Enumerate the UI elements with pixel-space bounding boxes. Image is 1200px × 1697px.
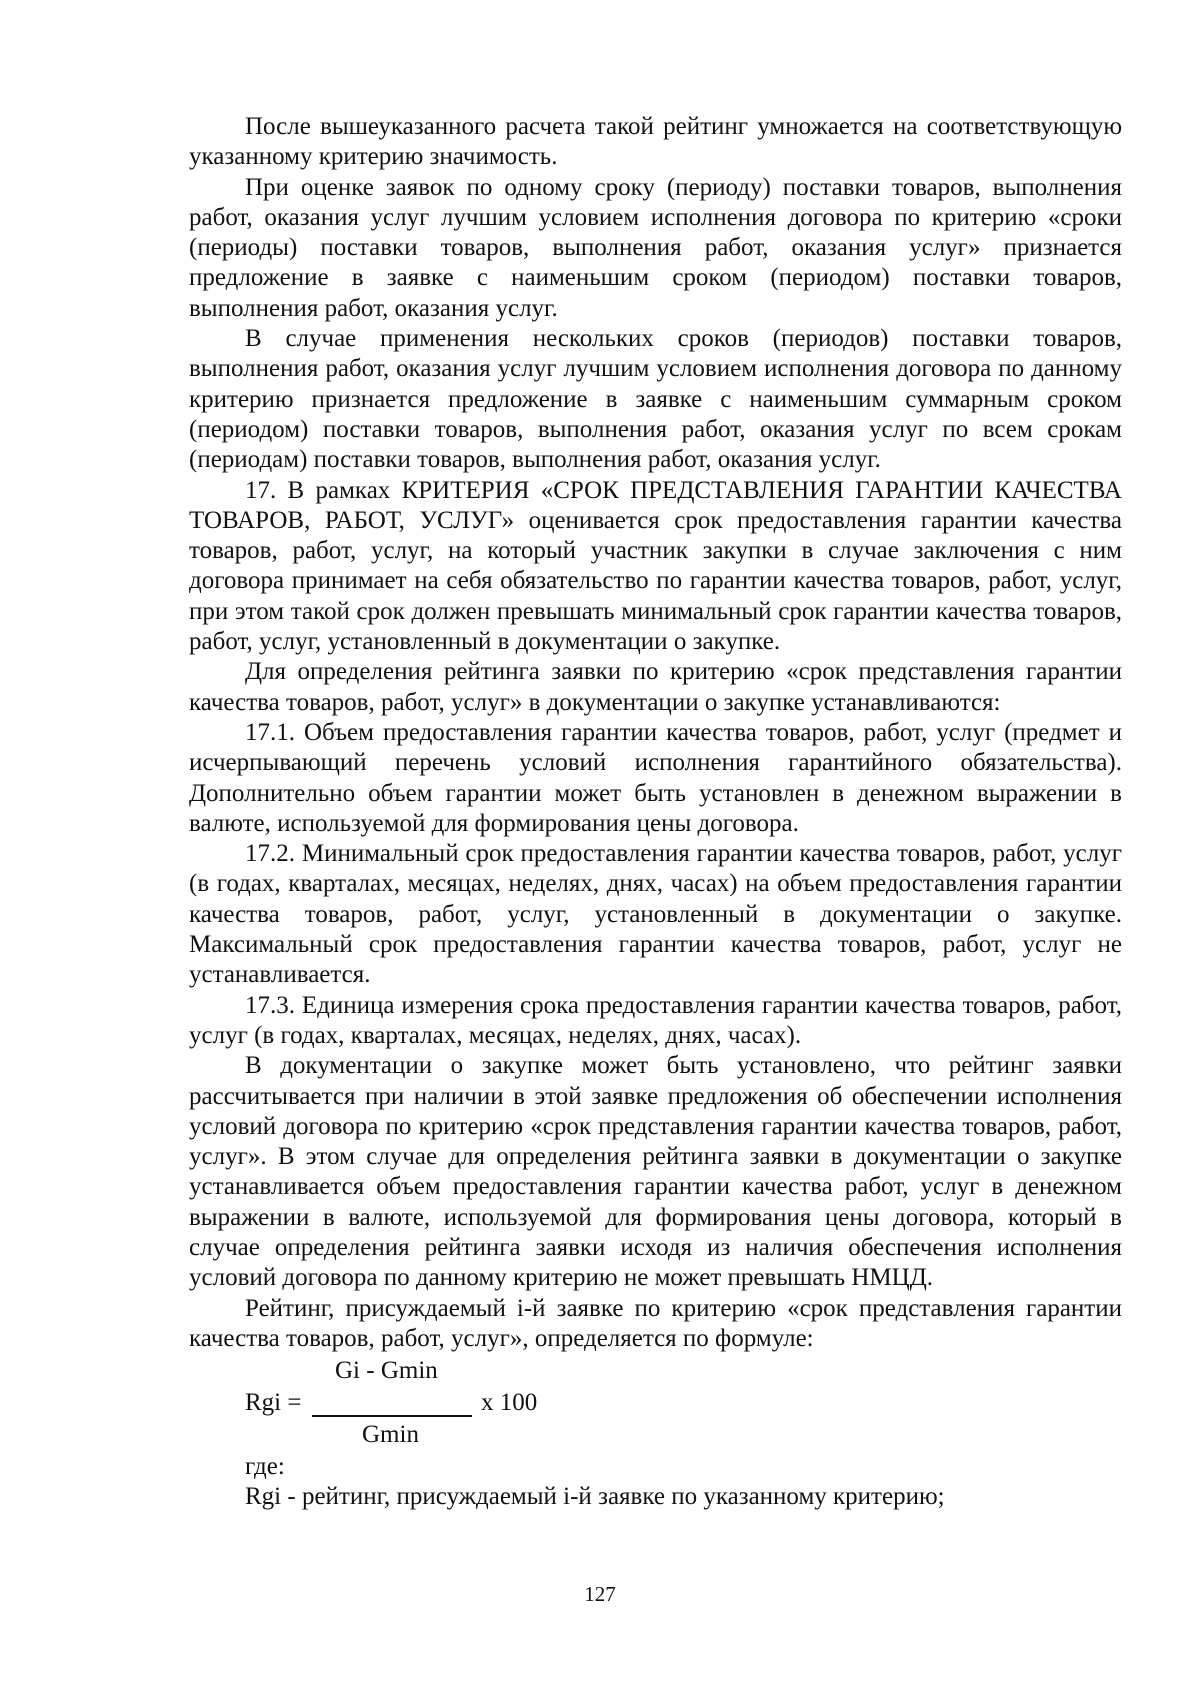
formula-fraction-bar <box>312 1415 472 1417</box>
paragraph-rating-multiplied: После вышеуказанного расчета такой рейтинг умножается на соответствующую указанному критерию значимость. <box>189 113 1122 171</box>
formula-multiplier: x 100 <box>481 1389 538 1417</box>
formula-numerator: Gi - Gmin <box>335 1357 438 1385</box>
paragraph-17-1: 17.1. Объем предоставления гарантии качества товаров, работ, услуг (предмет и исчерпывающий перечень условий исполнения гарантийного обязательства). Дополнительно объем гарантии может быть установлен в денежном выражении в валюте, используемой для формирования цены договора. <box>189 718 1122 837</box>
paragraph-17-3: 17.3. Единица измерения срока предоставления гарантии качества товаров, работ, услуг (в годах, кварталах, месяцах, неделях, днях, часах). <box>189 991 1122 1049</box>
formula-lhs: Rgi = <box>245 1389 302 1417</box>
definition-rgi: Rgi - рейтинг, присуждаемый i-й заявке по указанному критерию; <box>245 1483 945 1511</box>
paragraph-criterion-17: 17. В рамках КРИТЕРИЯ «СРОК ПРЕДСТАВЛЕНИЯ ГАРАНТИИ КАЧЕСТВА ТОВАРОВ, РАБОТ, УСЛУГ» оценивается срок предоставления гарантии качества товаров, работ, услуг, на который участник закупки в случае заключения с ним договора принимает на себя обязательство по гарантии качества товаров, работ, услуг, при этом такой срок должен превышать минимальный срок гарантии качества товаров, работ, услуг, установленный в документации о закупке. <box>189 476 1122 656</box>
paragraph-rating-determination: Для определения рейтинга заявки по критерию «срок представления гарантии качества товаров, работ, услуг» в документации о закупке устанавливаются: <box>189 658 1122 716</box>
paragraph-formula-intro: Рейтинг, присуждаемый i-й заявке по критерию «срок представления гарантии качества товаров, работ, услуг», определяется по формуле: <box>189 1294 1122 1352</box>
rating-formula <box>189 1356 1122 1452</box>
formula-denominator: Gmin <box>362 1421 419 1449</box>
paragraph-multiple-periods: В случае применения нескольких сроков (периодов) поставки товаров, выполнения работ, оказания услуг лучшим условием исполнения договора по данному критерию признается предложение в заявке с наименьшим суммарным сроком (периодом) поставки товаров, выполнения работ, оказания услуг по всем срокам (периодам) поставки товаров, выполнения работ, оказания услуг. <box>189 325 1122 474</box>
paragraph-documentation: В документации о закупке может быть установлено, что рейтинг заявки рассчитывается при наличии в этой заявке предложения об обеспечении исполнения условий договора по критерию «срок представления гарантии качества товаров, работ, услуг». В этом случае для определения рейтинга заявки в документации о закупке устанавливается объем предоставления гарантии качества работ, услуг в денежном выражении в валюте, используемой для формирования цены договора, который в случае определения рейтинга заявки исходя из наличия обеспечения исполнения условий договора по данному критерию не может превышать НМЦД. <box>189 1052 1122 1292</box>
document-body <box>189 112 1122 1513</box>
page-number: 127 <box>584 1582 616 1606</box>
paragraph-17-2: 17.2. Минимальный срок предоставления гарантии качества товаров, работ, услуг (в годах, кварталах, месяцах, неделях, днях, часах) на объем предоставления гарантии качества товаров, работ, услуг, установленный в документации о закупке. Максимальный срок предоставления гарантии качества товаров, работ, услуг не устанавливается. <box>189 840 1122 989</box>
where-label: где: <box>245 1453 285 1481</box>
paragraph-single-period: При оценке заявок по одному сроку (периоду) поставки товаров, выполнения работ, оказания услуг лучшим условием исполнения договора по критерию «сроки (периоды) поставки товаров, выполнения работ, оказания услуг» признается предложение в заявке с наименьшим сроком (периодом) поставки товаров, выполнения работ, оказания услуг. <box>189 173 1122 322</box>
